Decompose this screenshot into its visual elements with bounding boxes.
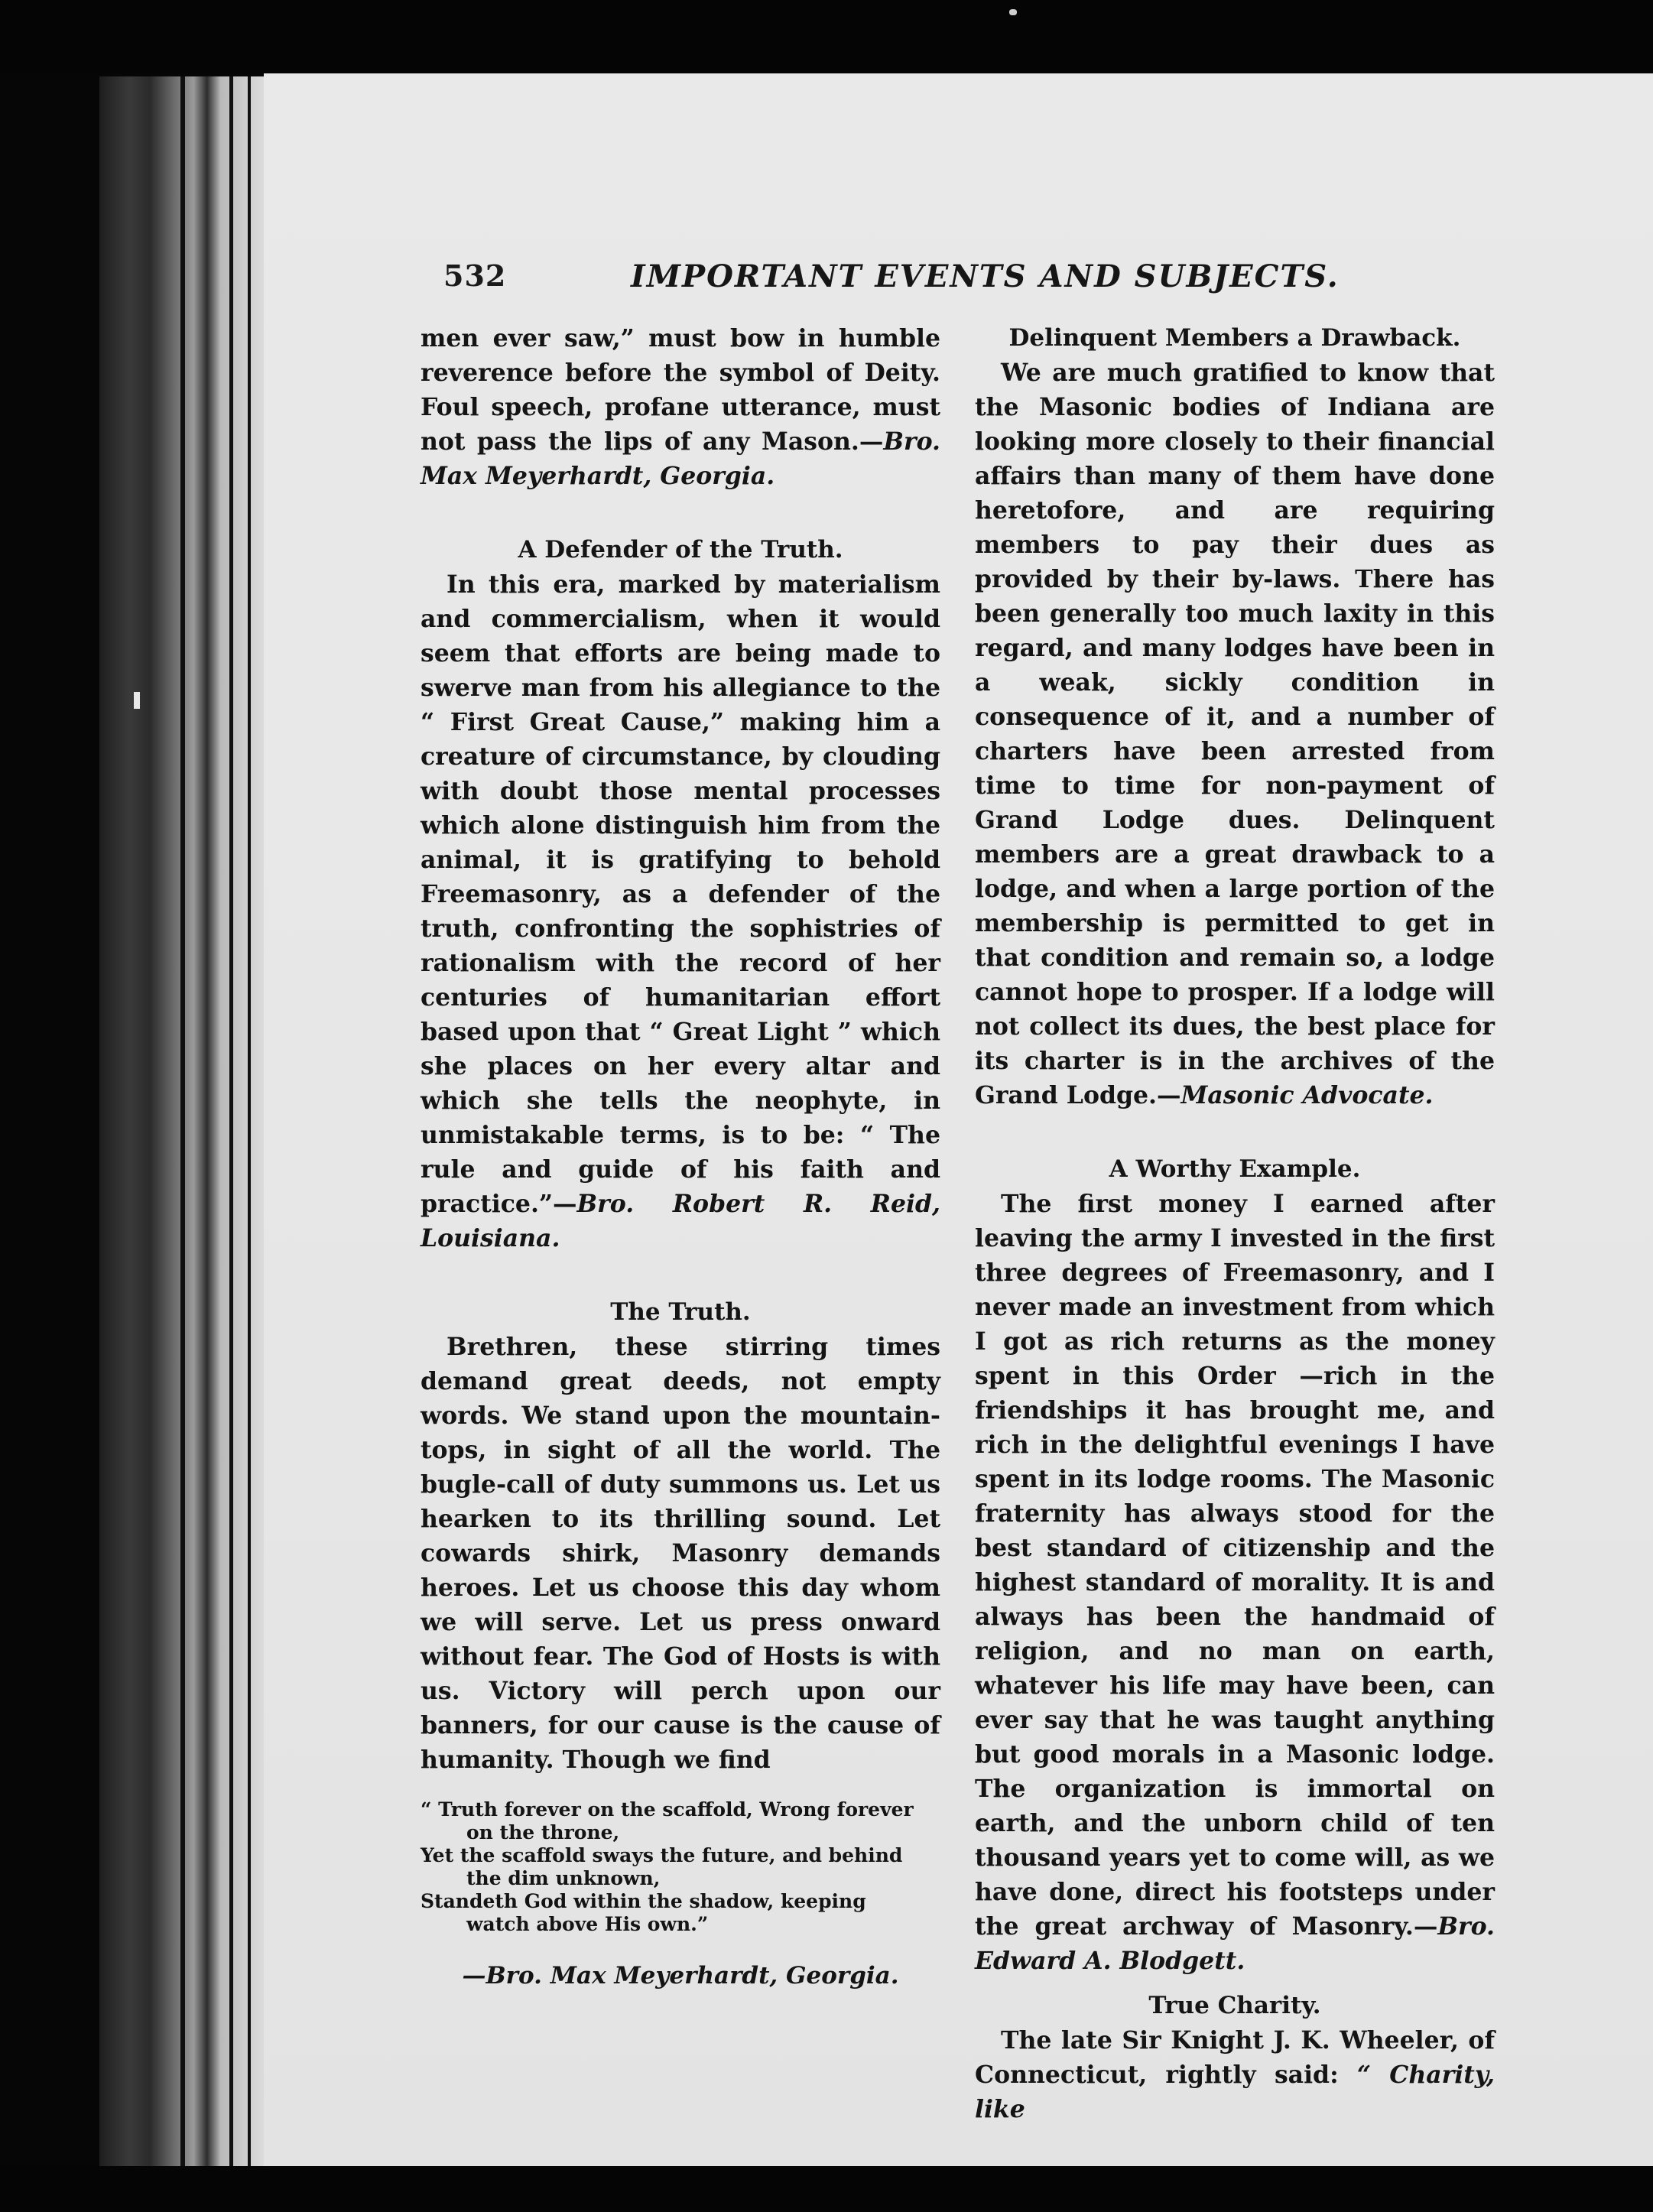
left-column [421, 321, 940, 1993]
section-heading-truth: The Truth. [610, 1298, 751, 1326]
charity-quote: “ Charity, like [975, 2061, 1495, 2123]
spine-line [248, 76, 251, 2171]
poem-line: Standeth God within the shadow, keeping [421, 1890, 866, 1912]
scan-top-border [0, 0, 1653, 73]
scan-speck [1009, 9, 1017, 15]
poem-quote [421, 1798, 940, 1936]
charity-text: The late Sir Knight J. K. Wheeler, of Connecticut, rightly said: [975, 2026, 1495, 2089]
defender-attribution: Bro. Robert R. Reid, Louisiana. [421, 1190, 940, 1252]
truth-signature: —Bro. Max Meyerhardt, Georgia. [462, 1962, 899, 1990]
truth-paragraph: Brethren, these stirring times demand great deeds, not empty words. We stand upon the mountain-tops, in sight of all the world. The bugle-call of duty summons us. Let us hearken to its thrilling sound. Let cowards shirk, Masonry demands heroes. Let us choose this day whom we will serve. Let us press onward without fear. The God of Hosts is with us. Victory will perch upon our banners, for our cause is the cause of humanity. Though we find [421, 1333, 940, 1774]
spine-line [180, 76, 185, 2171]
intro-paragraph [421, 321, 940, 493]
section-heading-charity: True Charity. [1148, 1992, 1321, 2019]
scan-bottom-border [0, 2166, 1653, 2212]
right-column [975, 321, 1495, 2126]
delinquent-text: We are much gratified to know that the Masonic bodies of Indiana are looking more closely to their financial affairs than many of them have done heretofore, and are requiring members to pay their dues as provided by their by-laws. There has been generally too much laxity in this regard, and many lodges have been in a weak, sickly condition in consequence of it, and a number of charters have been arrested from time to time for non-payment of Grand Lodge dues. Delinquent members are a great drawback to a lodge, and when a large portion of the membership is permitted to get in that condition and remain so, a lodge cannot hope to prosper. If a lodge will not collect its dues, the best place for its charter is in the archives of the Grand Lodge.— [975, 359, 1495, 1109]
poem-line: watch above His own.” [466, 1913, 709, 1935]
section-heading-defender: A Defender of the Truth. [518, 536, 843, 564]
delinquent-paragraph [975, 356, 1495, 1112]
spine-line [229, 76, 233, 2171]
page-header [443, 258, 1340, 304]
charity-paragraph [975, 2023, 1495, 2126]
section-heading-worthy: A Worthy Example. [1109, 1155, 1361, 1183]
delinquent-attribution: Masonic Advocate. [1180, 1081, 1434, 1109]
intro-text: men ever saw,” must bow in humble reverence before the symbol of Deity. Foul speech, profane utterance, must not pass the lips of any Mason.— [421, 324, 940, 456]
worthy-text: The first money I earned after leaving the army I invested in the first three degrees of Freemasonry, and I never made an investment from which I got as rich returns as the money spent in this Order —rich in the friendships it has brought me, and rich in the delightful evenings I have spent in its lodge rooms. The Masonic fraternity has always stood for the best standard of citizenship and the highest standard of morality. It is and always has been the handmaid of religion, and no man on earth, whatever his life may have been, can ever say that he was taught anything but good morals in a Masonic lodge. The organization is immortal on earth, and the unborn child of ten thousand years yet to come will, as we have done, direct his footsteps under the great archway of Masonry.— [975, 1190, 1495, 1941]
poem-line: Yet the scaffold sways the future, and behind [421, 1844, 903, 1866]
worthy-attribution: Bro. Edward A. Blodgett. [975, 1912, 1495, 1975]
defender-text: In this era, marked by materialism and commercialism, when it would seem that efforts are being made to swerve man from his allegiance to the “ First Great Cause,” making him a creature of circumstance, by clouding with doubt those mental processes which alone distinguish him from the animal, it is gratifying to behold Freemasonry, as a defender of the truth, confronting the sophistries of rationalism with the record of her centuries of humanitarian effort based upon that “ Great Light ” which she places on her every altar and which she tells the neophyte, in unmistakable terms, is to be: “ The rule and guide of his faith and practice.”— [421, 570, 940, 1218]
worthy-paragraph [975, 1187, 1495, 1978]
defender-paragraph [421, 567, 940, 1255]
poem-line: the dim unknown, [466, 1867, 661, 1889]
page-number: 532 [443, 258, 507, 293]
poem-line: on the throne, [466, 1821, 620, 1843]
section-heading-delinquent: Delinquent Members a Drawback. [1008, 324, 1461, 352]
poem-line: “ Truth forever on the scaffold, Wrong forever [421, 1798, 914, 1821]
intro-attribution: Bro. Max Meyerhardt, Georgia. [421, 427, 940, 490]
scan-mark [134, 692, 140, 709]
running-title: IMPORTANT EVENTS AND SUBJECTS. [631, 258, 1340, 294]
